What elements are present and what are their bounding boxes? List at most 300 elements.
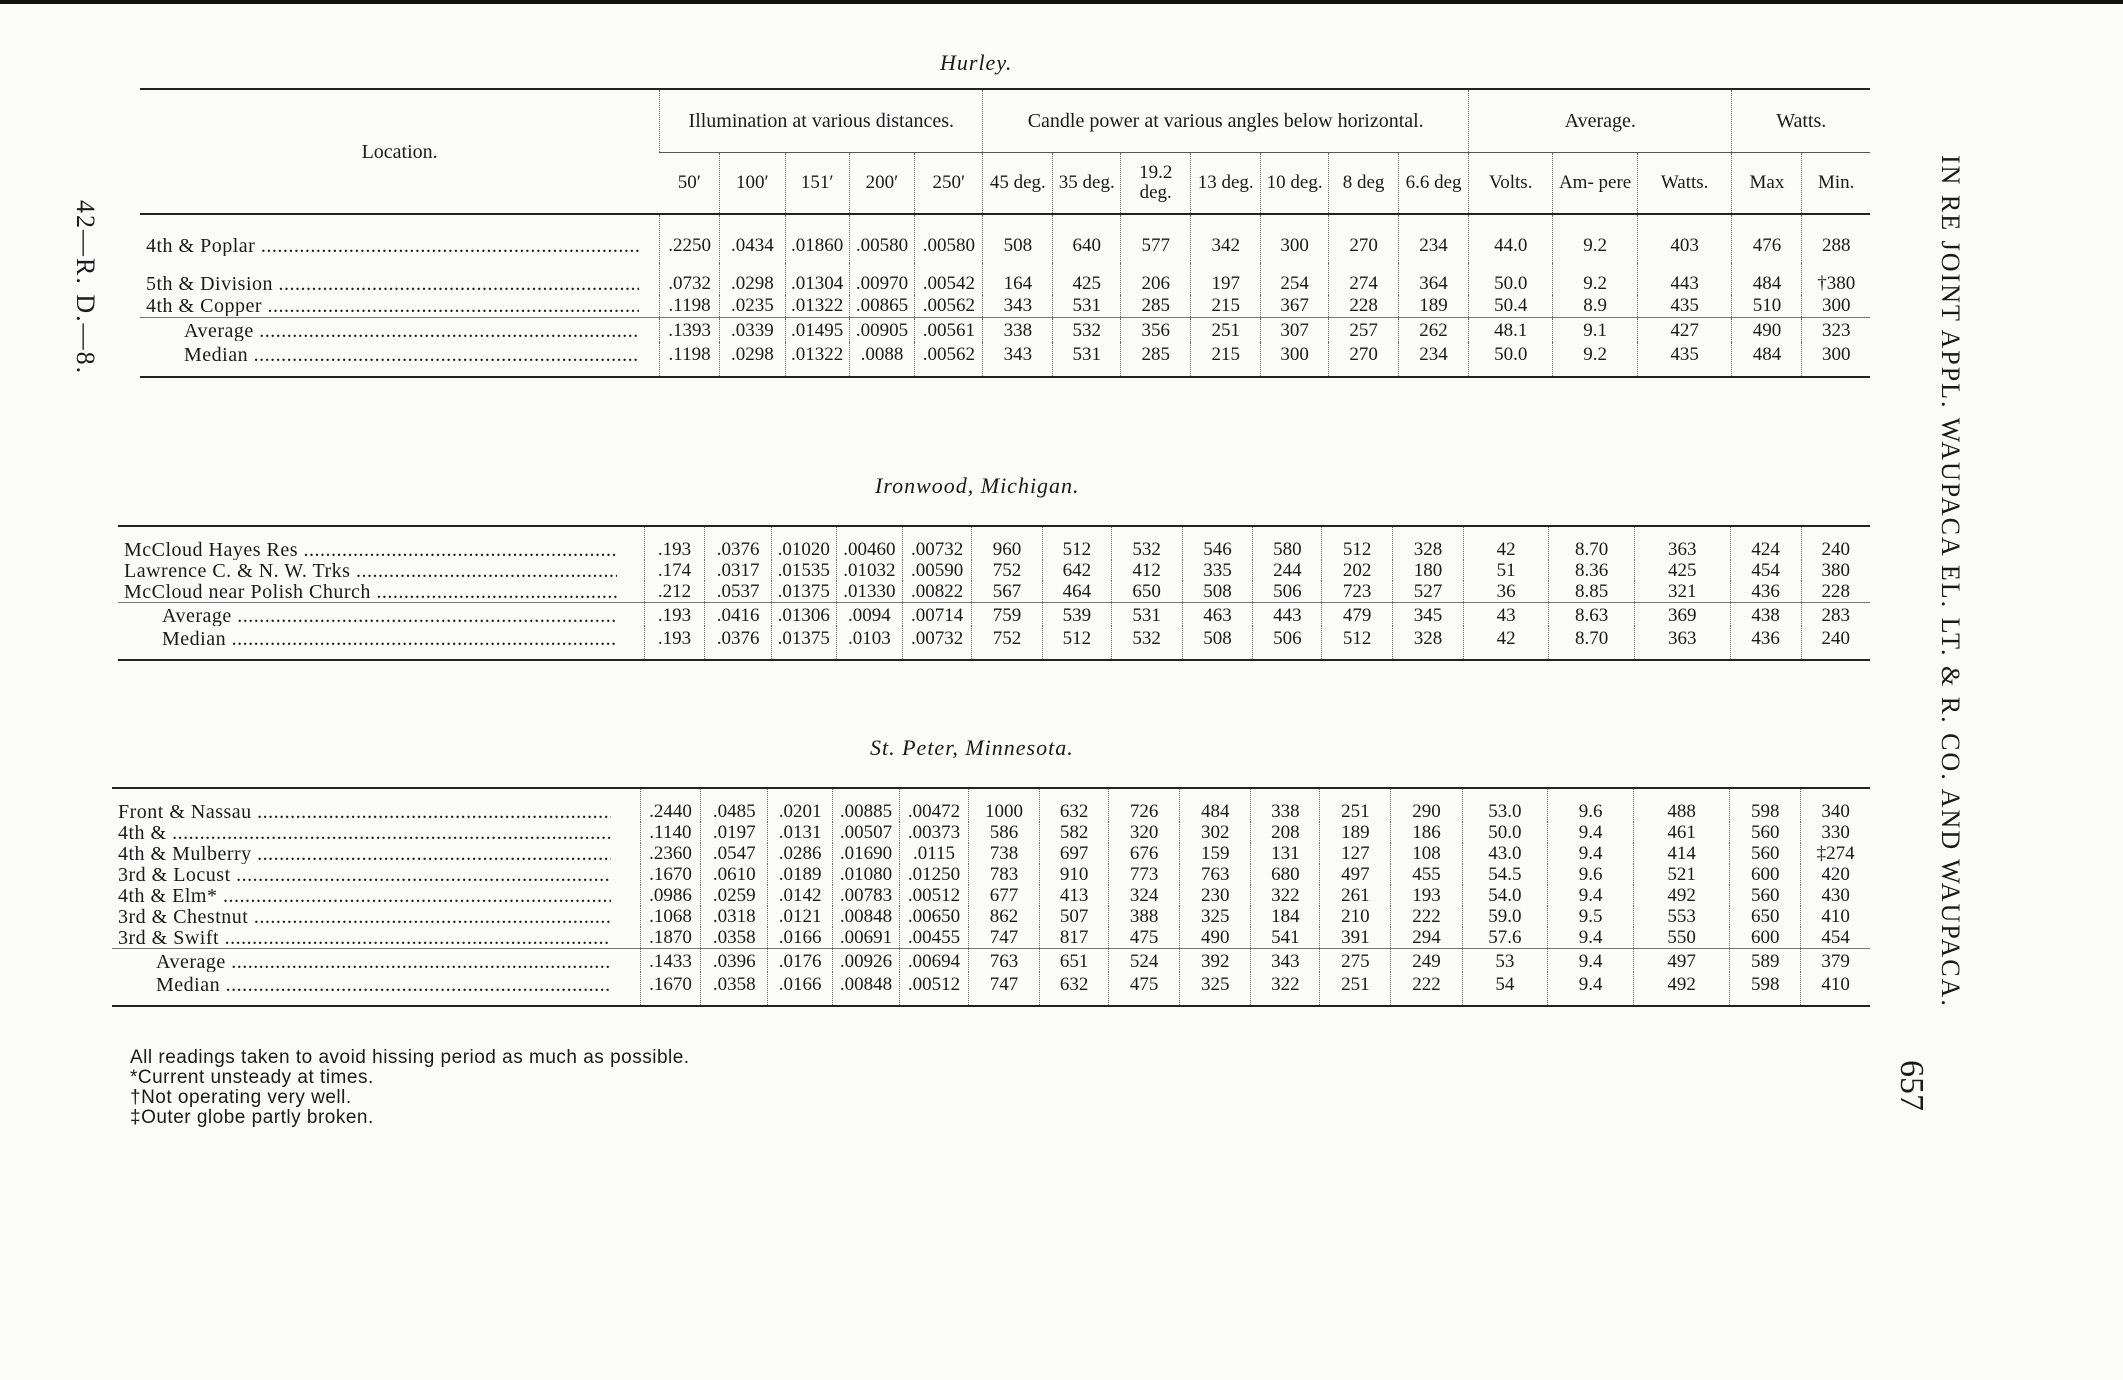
value-cell: 323 [1802,318,1870,343]
value-cell: 512 [1042,626,1111,660]
value-cell: 222 [1391,906,1462,927]
value-cell: 436 [1730,581,1801,603]
value-cell: 57.6 [1462,927,1548,949]
value-cell: .01304 [785,263,849,295]
value-cell: .0189 [768,864,833,885]
value-cell: 726 [1109,788,1180,822]
location-cell [112,864,640,885]
value-cell: .0166 [768,972,833,1006]
average-header: Average. [1469,89,1732,153]
value-cell: 206 [1121,263,1191,295]
value-cell: 340 [1801,788,1870,822]
value-cell: 131 [1251,843,1320,864]
column-header: 8 deg [1329,153,1399,215]
value-cell: .00905 [849,318,915,343]
value-cell: 747 [968,927,1039,949]
value-cell: 9.6 [1548,864,1634,885]
location-label: Median ..... [162,629,617,649]
value-cell: †380 [1802,263,1870,295]
value-cell: .01322 [785,295,849,318]
location-cell [140,342,660,377]
value-cell: 497 [1320,864,1391,885]
value-cell: .00542 [915,263,983,295]
value-cell: .01535 [771,560,836,581]
value-cell: 738 [968,843,1039,864]
value-cell: 412 [1111,560,1182,581]
value-cell: .01322 [785,342,849,377]
value-cell: 492 [1634,972,1730,1006]
table-row [140,295,1870,318]
value-cell: .01020 [771,526,836,560]
value-cell: 302 [1180,822,1251,843]
value-cell: 380 [1801,560,1870,581]
value-cell: 127 [1320,843,1391,864]
section-title-ironwood: Ironwood, Michigan. [875,473,1080,498]
value-cell: 254 [1261,263,1329,295]
value-cell: 553 [1634,906,1730,927]
location-label: Median ..... [156,975,611,995]
location-cell [112,949,640,973]
value-cell: 43 [1463,603,1548,627]
value-cell: 651 [1040,949,1109,973]
value-cell: .0376 [705,526,772,560]
value-cell: 367 [1261,295,1329,318]
value-cell: 288 [1802,214,1870,263]
value-cell: 512 [1042,526,1111,560]
value-cell: .00885 [833,788,900,822]
value-cell: 189 [1399,295,1469,318]
average-row [112,949,1870,973]
value-cell: .00580 [849,214,915,263]
value-cell: 328 [1393,526,1464,560]
location-label: Average ..... [184,321,639,341]
location-label: McCloud near Polish Church ..... [124,582,617,602]
value-cell: 783 [968,864,1039,885]
value-cell: 388 [1109,906,1180,927]
column-header: 50′ [660,153,720,215]
value-cell: .0537 [705,581,772,603]
value-cell: 342 [1191,214,1261,263]
value-cell: .0317 [705,560,772,581]
value-cell: 321 [1634,581,1730,603]
value-cell: .2440 [640,788,701,822]
value-cell: 862 [968,906,1039,927]
value-cell: 53.0 [1462,788,1548,822]
section-title-hurley: Hurley. [940,50,1013,75]
location-label: Average ..... [156,952,611,972]
value-cell: 508 [1182,626,1253,660]
value-cell: .00590 [903,560,972,581]
value-cell: .0376 [705,626,772,660]
value-cell: 430 [1801,885,1870,906]
location-label: Median ..... [184,345,639,365]
value-cell: 322 [1251,885,1320,906]
column-header: Max [1732,153,1802,215]
location-cell [112,906,640,927]
value-cell: .0088 [849,342,915,377]
value-cell: 189 [1320,822,1391,843]
value-cell: .0131 [768,822,833,843]
value-cell: .1140 [640,822,701,843]
location-cell [140,263,660,295]
value-cell: .00507 [833,822,900,843]
column-header: Min. [1802,153,1870,215]
value-cell: 257 [1329,318,1399,343]
value-cell: 249 [1391,949,1462,973]
value-cell: 484 [1732,342,1802,377]
location-cell [112,788,640,822]
value-cell: 54.0 [1462,885,1548,906]
value-cell: .0318 [701,906,768,927]
value-cell: 490 [1732,318,1802,343]
value-cell: .212 [644,581,704,603]
location-label: Average ..... [162,606,617,626]
value-cell: 228 [1801,581,1870,603]
value-cell: .2360 [640,843,701,864]
value-cell: 270 [1329,342,1399,377]
location-cell [118,626,644,660]
value-cell: .0416 [705,603,772,627]
value-cell: 425 [1634,560,1730,581]
value-cell: 9.1 [1553,318,1637,343]
column-header: 200′ [849,153,915,215]
value-cell: 300 [1802,295,1870,318]
value-cell: .0094 [836,603,903,627]
value-cell: 379 [1801,949,1870,973]
value-cell: 773 [1109,864,1180,885]
location-label: 4th & Copper ..... [146,296,639,316]
value-cell: 532 [1111,526,1182,560]
value-cell: 752 [972,626,1043,660]
value-cell: .0986 [640,885,701,906]
value-cell: 274 [1329,263,1399,295]
value-cell: .01495 [785,318,849,343]
location-label: 3rd & Chestnut ..... [118,907,611,927]
value-cell: 435 [1637,342,1732,377]
value-cell: .00562 [915,295,983,318]
value-cell: 414 [1634,843,1730,864]
median-row [112,972,1870,1006]
value-cell: 524 [1109,949,1180,973]
value-cell: 475 [1109,927,1180,949]
value-cell: .00512 [899,885,968,906]
value-cell: 510 [1732,295,1802,318]
value-cell: 9.6 [1548,788,1634,822]
value-cell: 454 [1730,560,1801,581]
table-row [112,864,1870,885]
value-cell: 51 [1463,560,1548,581]
value-cell: .00926 [833,949,900,973]
value-cell: 600 [1730,927,1801,949]
value-cell: 54.5 [1462,864,1548,885]
value-cell: .1068 [640,906,701,927]
value-cell: 582 [1040,822,1109,843]
value-cell: 497 [1634,949,1730,973]
median-row [118,626,1870,660]
value-cell: 343 [1251,949,1320,973]
value-cell: 261 [1320,885,1391,906]
value-cell: 50.4 [1469,295,1553,318]
table-row [112,822,1870,843]
value-cell: 322 [1251,972,1320,1006]
value-cell: 180 [1393,560,1464,581]
value-cell: .01306 [771,603,836,627]
location-label: 4th & Mulberry ..... [118,844,611,864]
value-cell: 283 [1801,603,1870,627]
value-cell: .01250 [899,864,968,885]
value-cell: .00691 [833,927,900,949]
value-cell: 294 [1391,927,1462,949]
value-cell: 8.36 [1549,560,1634,581]
value-cell: 650 [1730,906,1801,927]
value-cell: .0547 [701,843,768,864]
value-cell: 546 [1182,526,1253,560]
value-cell: 8.70 [1549,526,1634,560]
value-cell: 642 [1042,560,1111,581]
value-cell: .0358 [701,972,768,1006]
value-cell: .0286 [768,843,833,864]
column-header: 6.6 deg [1399,153,1469,215]
value-cell: 325 [1180,972,1251,1006]
median-row [140,342,1870,377]
value-cell: 589 [1730,949,1801,973]
value-cell: 763 [1180,864,1251,885]
location-label: Lawrence C. & N. W. Trks ..... [124,561,617,581]
value-cell: .0201 [768,788,833,822]
value-cell: 164 [983,263,1053,295]
value-cell: 427 [1637,318,1732,343]
value-cell: .0259 [701,885,768,906]
value-cell: 490 [1180,927,1251,949]
value-cell: 234 [1399,214,1469,263]
column-header: 100′ [719,153,785,215]
value-cell: 586 [968,822,1039,843]
value-cell: .1870 [640,927,701,949]
value-cell: .0176 [768,949,833,973]
value-cell: 9.2 [1553,214,1637,263]
value-cell: .1393 [660,318,720,343]
running-title: IN RE JOINT APPL. WAUPACA EL. LT. & R. CO. AND WAUPACA. [1936,155,1965,1008]
value-cell: 521 [1634,864,1730,885]
value-cell: .00694 [899,949,968,973]
page-number: 657 [1893,1060,1930,1111]
value-cell: .0732 [660,263,720,295]
value-cell: 320 [1109,822,1180,843]
value-cell: 506 [1253,581,1322,603]
value-cell: .193 [644,626,704,660]
value-cell: .00562 [915,342,983,377]
value-cell: 275 [1320,949,1391,973]
location-label: McCloud Hayes Res ..... [124,540,617,560]
column-header: 151′ [785,153,849,215]
candle-power-header: Candle power at various angles below horizontal. [983,89,1469,153]
value-cell: 345 [1393,603,1464,627]
value-cell: 186 [1391,822,1462,843]
value-cell: .01375 [771,626,836,660]
value-cell: 424 [1730,526,1801,560]
value-cell: 454 [1801,927,1870,949]
table-row [112,788,1870,822]
value-cell: 285 [1121,342,1191,377]
table-row [112,906,1870,927]
value-cell: .1198 [660,342,720,377]
value-cell: 356 [1121,318,1191,343]
data-table [118,525,1870,661]
value-cell: .00472 [899,788,968,822]
value-cell: .00512 [899,972,968,1006]
value-cell: 560 [1730,885,1801,906]
value-cell: ‡274 [1801,843,1870,864]
value-cell: 324 [1109,885,1180,906]
value-cell: 567 [972,581,1043,603]
value-cell: 508 [1182,581,1253,603]
value-cell: .00732 [903,626,972,660]
column-header: 10 deg. [1261,153,1329,215]
value-cell: 910 [1040,864,1109,885]
value-cell: .0396 [701,949,768,973]
value-cell: .0298 [719,342,785,377]
table-row [112,843,1870,864]
location-cell [112,927,640,949]
value-cell: 531 [1111,603,1182,627]
value-cell: 817 [1040,927,1109,949]
column-header: Am- pere [1553,153,1637,215]
value-cell: 723 [1322,581,1393,603]
value-cell: 9.2 [1553,342,1637,377]
value-cell: 251 [1320,788,1391,822]
value-cell: 36 [1463,581,1548,603]
value-cell: 244 [1253,560,1322,581]
value-cell: 960 [972,526,1043,560]
value-cell: .00373 [899,822,968,843]
value-cell: 476 [1732,214,1802,263]
location-label: 4th & Poplar ..... [146,236,639,256]
value-cell: 184 [1251,906,1320,927]
value-cell: .01860 [785,214,849,263]
value-cell: 251 [1320,972,1391,1006]
value-cell: 697 [1040,843,1109,864]
value-cell: .00650 [899,906,968,927]
value-cell: .193 [644,526,704,560]
value-cell: 484 [1180,788,1251,822]
value-cell: .0235 [719,295,785,318]
value-cell: 413 [1040,885,1109,906]
value-cell: .0298 [719,263,785,295]
value-cell: 560 [1730,822,1801,843]
value-cell: 632 [1040,788,1109,822]
value-cell: 9.4 [1548,972,1634,1006]
value-cell: 215 [1191,342,1261,377]
illumination-header: Illumination at various distances. [660,89,983,153]
column-header: 35 deg. [1053,153,1121,215]
average-row [140,318,1870,343]
value-cell: 512 [1322,526,1393,560]
value-cell: 300 [1261,214,1329,263]
value-cell: .1670 [640,864,701,885]
value-cell: .01080 [833,864,900,885]
value-cell: 9.4 [1548,885,1634,906]
value-cell: 484 [1732,263,1802,295]
value-cell: 202 [1322,560,1393,581]
value-cell: 9.4 [1548,927,1634,949]
value-cell: .0339 [719,318,785,343]
location-cell [118,526,644,560]
value-cell: .0358 [701,927,768,949]
location-header: Location. [140,89,660,214]
value-cell: 300 [1261,342,1329,377]
value-cell: 338 [983,318,1053,343]
value-cell: 759 [972,603,1043,627]
value-cell: 550 [1634,927,1730,949]
location-cell [118,560,644,581]
value-cell: 752 [972,560,1043,581]
value-cell: 300 [1802,342,1870,377]
value-cell: .0197 [701,822,768,843]
location-cell [140,295,660,318]
value-cell: 197 [1191,263,1261,295]
value-cell: 50.0 [1462,822,1548,843]
value-cell: 410 [1801,972,1870,1006]
value-cell: 364 [1399,263,1469,295]
table-row [112,885,1870,906]
value-cell: 42 [1463,526,1548,560]
value-cell: 403 [1637,214,1732,263]
value-cell: 307 [1261,318,1329,343]
value-cell: .0121 [768,906,833,927]
value-cell: .01032 [836,560,903,581]
value-cell: 369 [1634,603,1730,627]
column-header: 19.2 deg. [1121,153,1191,215]
data-table [140,88,1870,378]
value-cell: 479 [1322,603,1393,627]
value-cell: 527 [1393,581,1464,603]
value-cell: .1670 [640,972,701,1006]
location-label: 5th & Division ..... [146,274,639,294]
value-cell: 44.0 [1469,214,1553,263]
value-cell: 330 [1801,822,1870,843]
value-cell: 290 [1391,788,1462,822]
value-cell: .193 [644,603,704,627]
column-header: 13 deg. [1191,153,1261,215]
column-header: 250′ [915,153,983,215]
value-cell: .00783 [833,885,900,906]
header-row [140,89,1870,153]
column-header: Volts. [1469,153,1553,215]
data-table [112,787,1870,1007]
value-cell: .01330 [836,581,903,603]
footnote: *Current unsteady at times. [130,1067,374,1088]
column-header: Watts. [1637,153,1732,215]
value-cell: 215 [1191,295,1261,318]
value-cell: 234 [1399,342,1469,377]
value-cell: 488 [1634,788,1730,822]
value-cell: 343 [983,342,1053,377]
value-cell: 461 [1634,822,1730,843]
value-cell: 531 [1053,295,1121,318]
value-cell: 343 [983,295,1053,318]
value-cell: 159 [1180,843,1251,864]
location-label: 3rd & Swift ..... [118,928,611,948]
value-cell: 8.63 [1549,603,1634,627]
value-cell: 677 [968,885,1039,906]
value-cell: .0142 [768,885,833,906]
value-cell: 222 [1391,972,1462,1006]
value-cell: .01690 [833,843,900,864]
value-cell: 285 [1121,295,1191,318]
value-cell: 577 [1121,214,1191,263]
value-cell: 50.0 [1469,263,1553,295]
document-code: 42—R. D.—8. [71,200,100,376]
